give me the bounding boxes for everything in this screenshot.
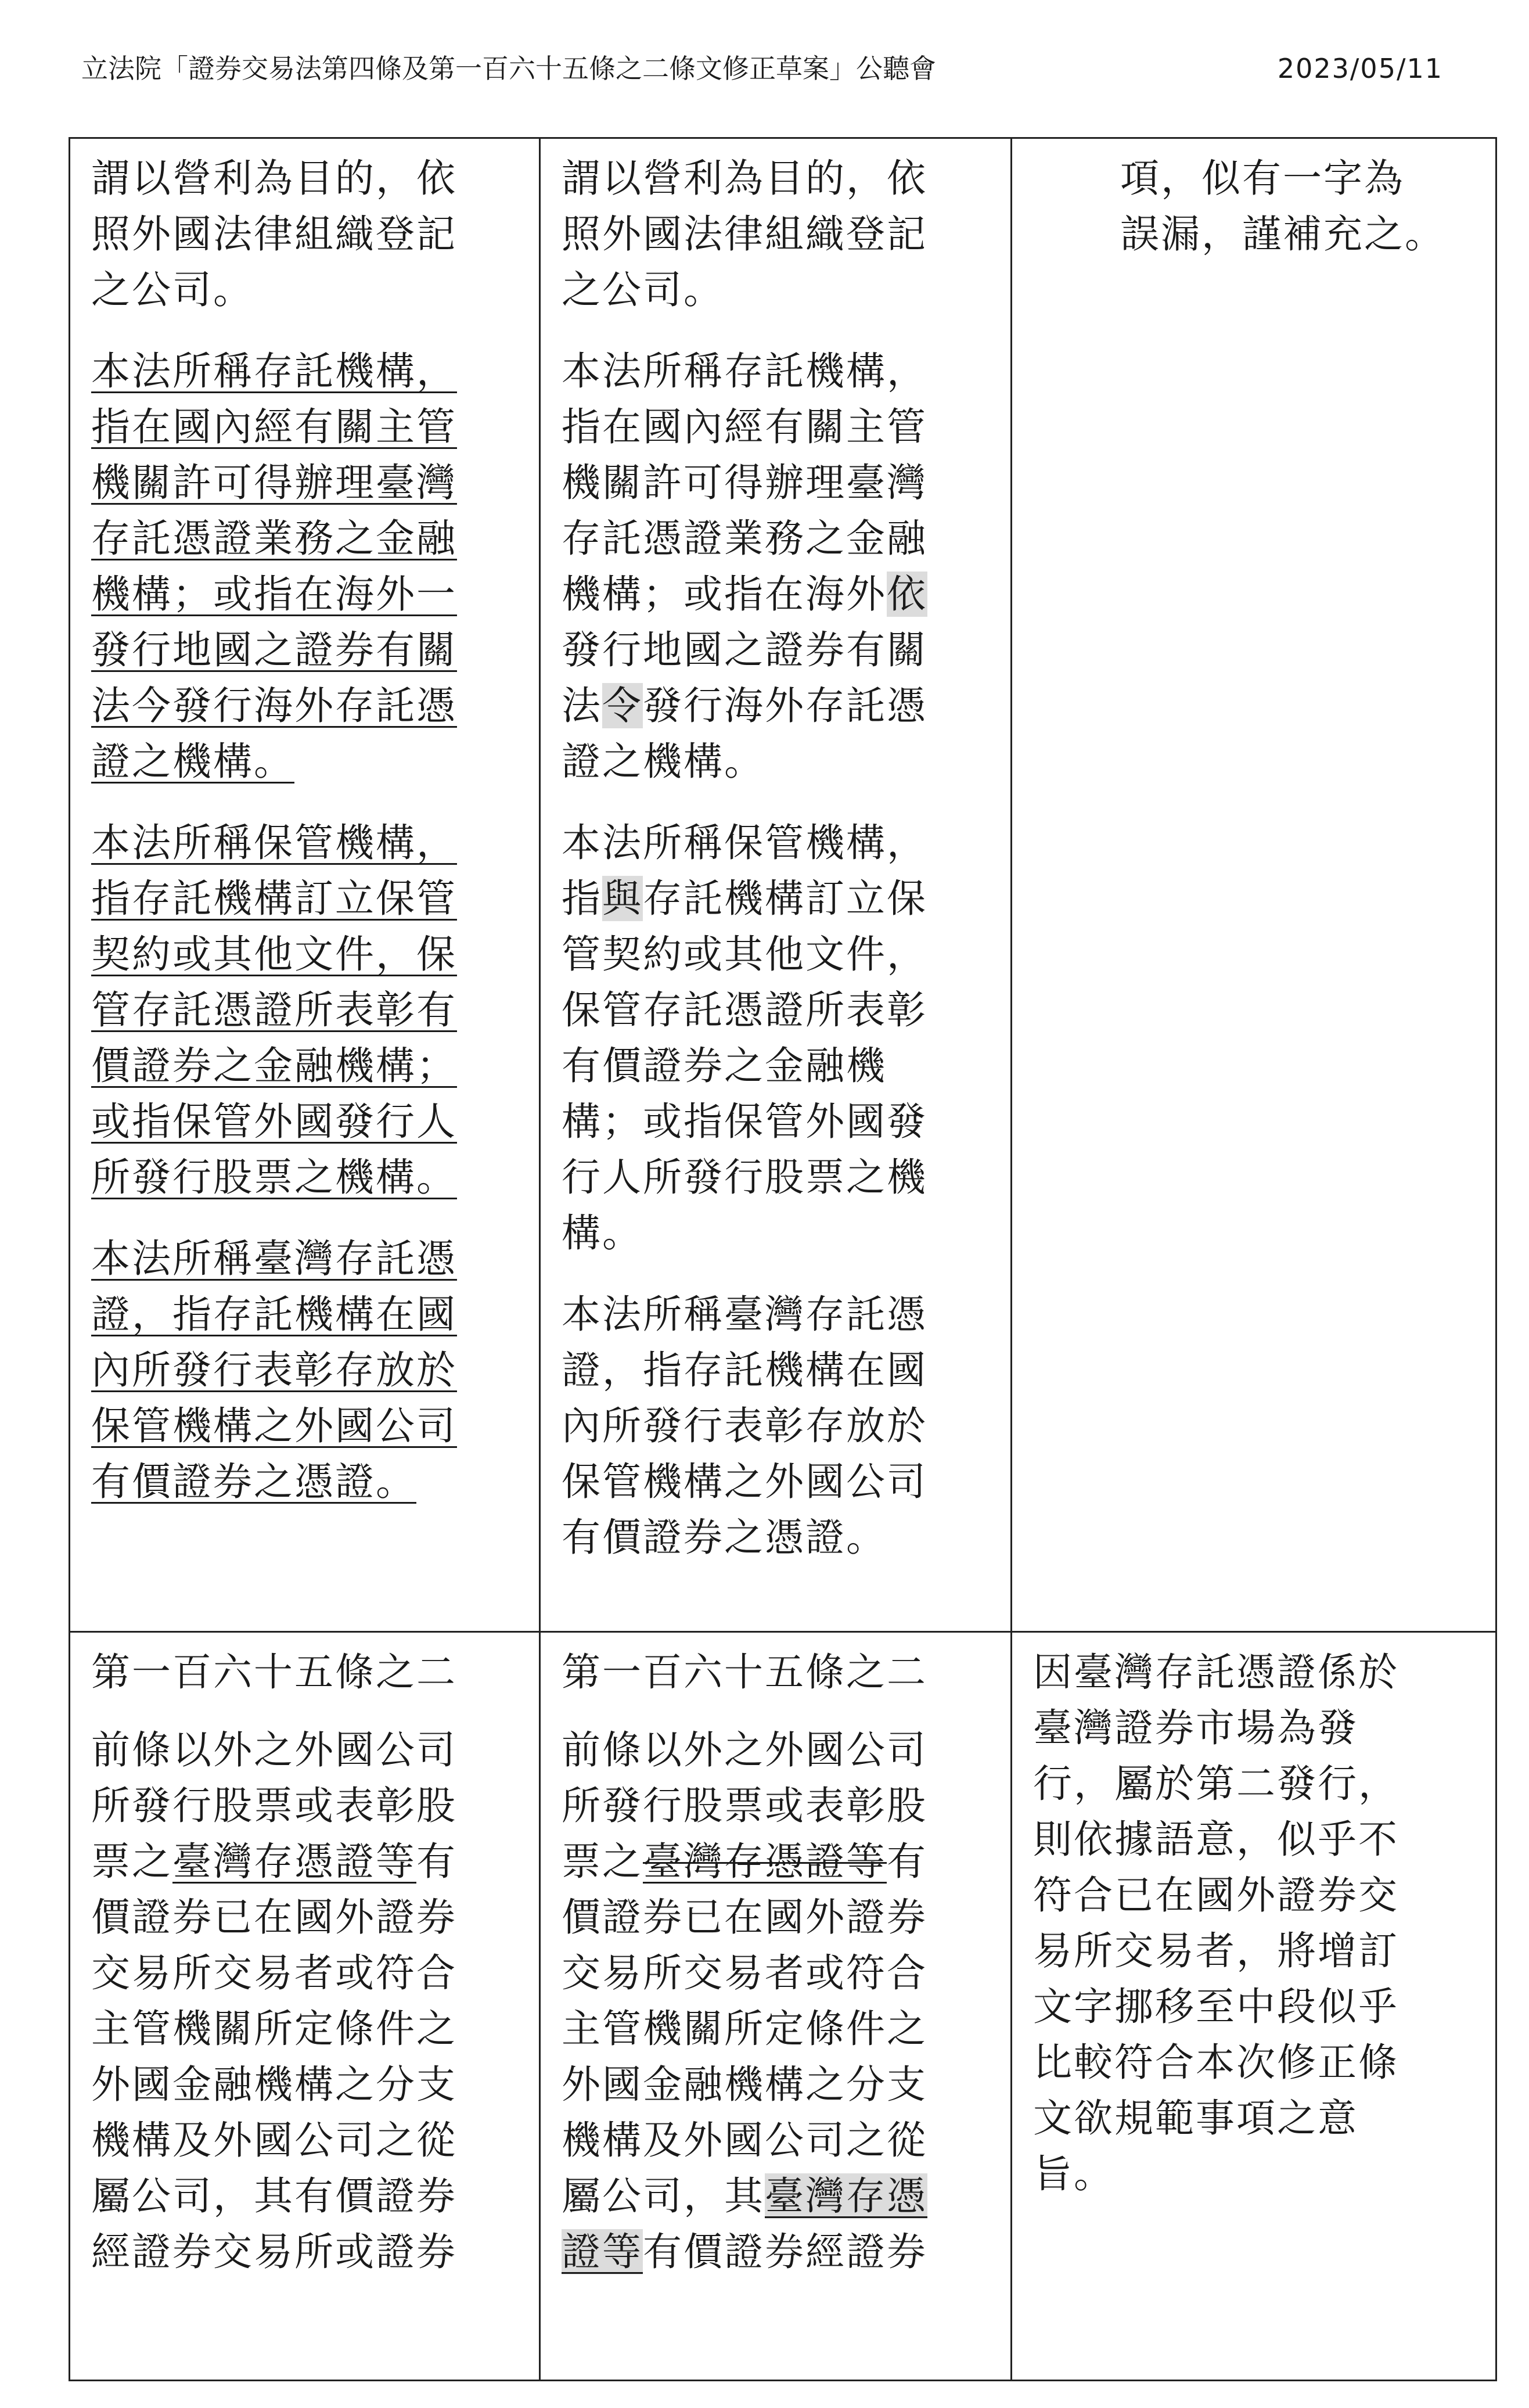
row1-col2-para-2 [562,343,993,789]
row1-col2-para-3 [562,815,993,1261]
row2-col3-cell [1012,1633,1495,2380]
row1-col1-para-2 [91,343,521,789]
row2-col1-heading: 第一百六十五條之二 [91,1649,457,1695]
hearing-date: 2023/05/11 [1277,53,1443,84]
row2-col2-body-c: 有 價證券已在國外證券 交易所交易者或符合 主管機關所定條件之 外國金融機構之分支 機構及外國公司之從 屬公司，其 [562,1839,927,2219]
row2-col1-underlined: 臺灣存憑證等 [172,1839,416,1884]
hearing-title: 立法院「證券交易法第四條及第一百六十五條之二條文修正草案」公聽會 [81,53,936,84]
row1-col2-para-2-c: 發行地國之證券有關 法 [562,627,927,728]
row2-col2-struck-text: 臺灣存憑證等 [643,1839,887,1884]
row2-col2-cell [541,1633,1012,2380]
row1-col1-para-4 [91,1231,521,1510]
row1-col1-para-3 [91,815,521,1205]
row1-col1-para-4-text: 本法所稱臺灣存託憑 證，指存託機構在國 內所發行表彰存放於 保管機構之外國公司 有價證券之憑證。 [91,1236,457,1504]
row1-col2-para-3-a: 本法所稱保管機構， 指 [562,820,927,921]
row2-col1-body [91,1722,521,2280]
row1-col2-cell [541,139,1012,1633]
row2-col1-cell [70,1633,541,2380]
row1-col3-cell [1012,139,1495,1633]
row1-col2-para-3-c: 存託機構訂立保 管契約或其他文件， 保管存託憑證所表彰 有價證券之金融機 構；或指保管外國發 行人所發行股票之機 構。 [562,876,927,1256]
row1-col1-para-1: 謂以營利為目的，依 照外國法律組織登記 之公司。 [91,156,457,312]
row2-col3-comment: 因臺灣存託憑證係於 臺灣證券市場為發 行，屬於第二發行， 則依據語意，似乎不 符合已在國外證券交 易所交易者，將增訂 文字挪移至中段似乎 比較符合本次修正條 文欲規範事項之意 旨。 [1033,1649,1399,2197]
row1-col3-comment: 項，似有一字為 誤漏，謹補充之。 [1120,156,1445,257]
row1-col1-para-3-text: 本法所稱保管機構， 指存託機構訂立保管 契約或其他文件，保 管存託憑證所表彰有 價證券之金融機構； 或指保管外國發行人 所發行股票之機構。 [91,820,457,1200]
row1-col2-para-1: 謂以營利為目的，依 照外國法律組織登記 之公司。 [562,156,927,312]
row1-col1-para-2-text: 本法所稱存託機構， 指在國內經有關主管 機關許可得辦理臺灣 存託憑證業務之金融 機構；或指在海外一 發行地國之證券有關 法今發行海外存託憑 證之機構。 [91,348,457,784]
row2-col2-body [562,1722,993,2280]
row2-col2-heading: 第一百六十五條之二 [562,1649,927,1695]
row2-col1-body-a: 前條以外之外國公司 所發行股票或表彰股 票之 [91,1727,457,1884]
row2-col1-body-c: 有 價證券已在國外證券 交易所交易者或符合 主管機關所定條件之 外國金融機構之分支 機構及外國公司之從 屬公司，其有價證券 經證券交易所或證券 [91,1839,457,2274]
row2-col2-body-e: 有價證券經證券 [643,2229,927,2274]
row1-col1-cell [70,139,541,1633]
row1-col2-para-2-e: 發行海外存託憑 證之機構。 [562,683,927,784]
row2-col2-moved-text-inner: 臺灣存憑 證等 [562,2173,927,2274]
highlight-yu: 與 [602,876,643,921]
row2-col2-body-a: 前條以外之外國公司 所發行股票或表彰股 票之 [562,1727,927,1884]
highlight-yi: 依 [887,572,927,617]
highlight-ling: 令 [602,683,643,728]
row1-col2-para-4: 本法所稱臺灣存託憑 證，指存託機構在國 內所發行表彰存放於 保管機構之外國公司 有價證券之憑證。 [562,1292,927,1560]
comparison-table [69,137,1497,2381]
row1-col2-para-2-a: 本法所稱存託機構， 指在國內經有關主管 機關許可得辦理臺灣 存託憑證業務之金融 機構；或指在海外 [562,348,927,617]
